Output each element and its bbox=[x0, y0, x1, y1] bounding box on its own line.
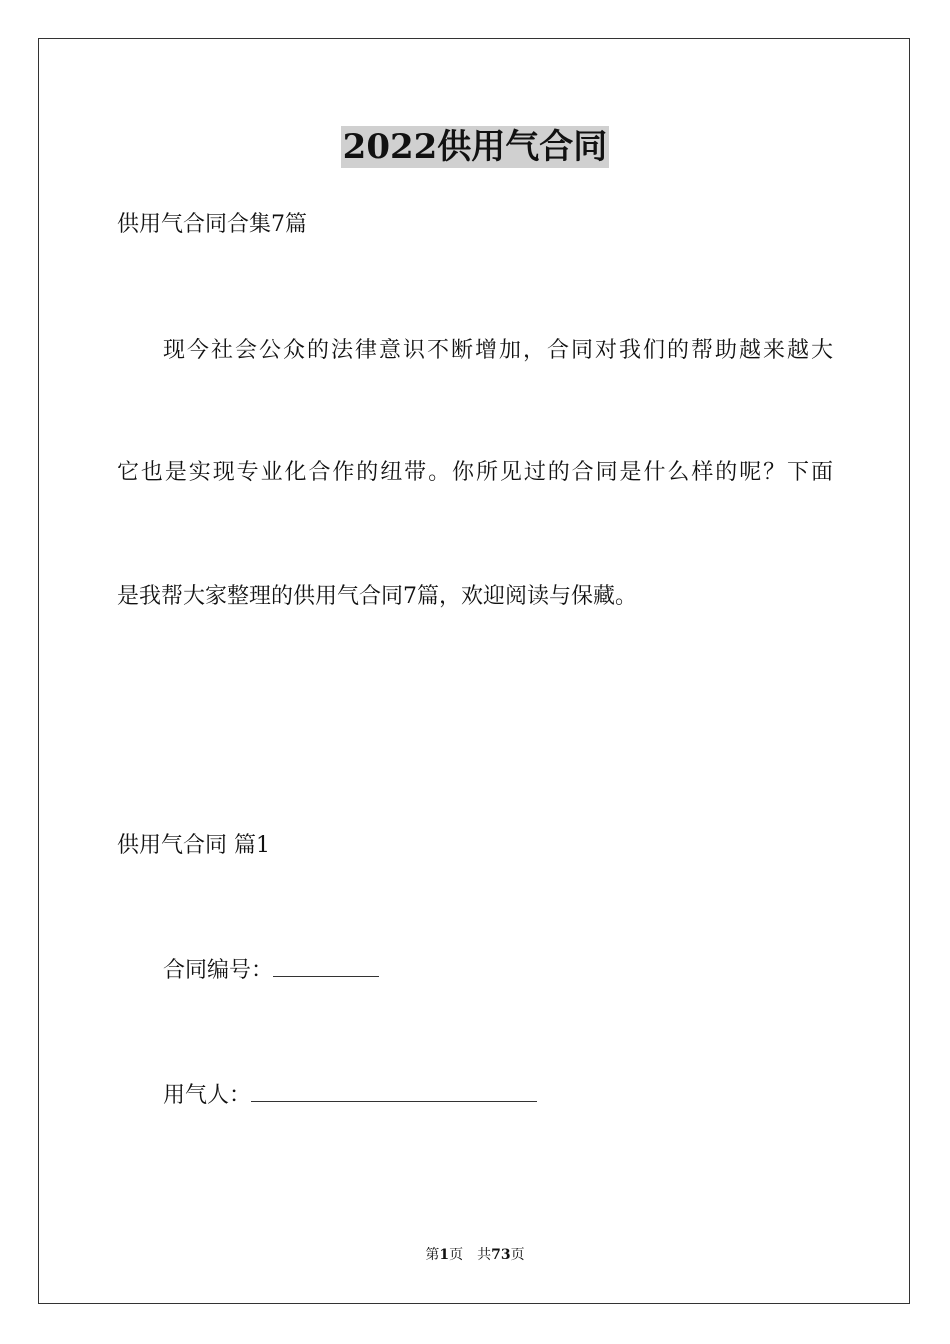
intro-line-1: 现今社会公众的法律意识不断增加，合同对我们的帮助越来越大 bbox=[163, 338, 833, 363]
footer-page-total: 73 bbox=[491, 1247, 511, 1263]
document-subtitle: 供用气合同合集7篇 bbox=[117, 212, 307, 237]
document-title-text: 2022供用气合同 bbox=[342, 127, 608, 167]
gas-user-blank bbox=[251, 1081, 537, 1102]
contract-number-blank bbox=[273, 956, 379, 977]
intro-line-2: 它也是实现专业化合作的纽带。你所见过的合同是什么样的呢？下面 bbox=[117, 460, 833, 485]
contract-number-label: 合同编号： bbox=[163, 958, 274, 983]
section-heading: 供用气合同 篇1 bbox=[117, 833, 270, 858]
footer-page-current: 1 bbox=[439, 1247, 450, 1263]
footer-page-mid: 页 共 bbox=[449, 1247, 492, 1263]
document-title bbox=[0, 126, 950, 168]
footer-page-suffix: 页 bbox=[510, 1247, 525, 1263]
contract-number-field bbox=[163, 956, 379, 986]
gas-user-field bbox=[163, 1081, 537, 1111]
footer-page-prefix: 第 bbox=[425, 1247, 440, 1263]
page-footer bbox=[0, 1246, 950, 1264]
gas-user-label: 用气人： bbox=[163, 1083, 252, 1108]
intro-line-3: 是我帮大家整理的供用气合同7篇，欢迎阅读与保藏。 bbox=[117, 584, 637, 609]
